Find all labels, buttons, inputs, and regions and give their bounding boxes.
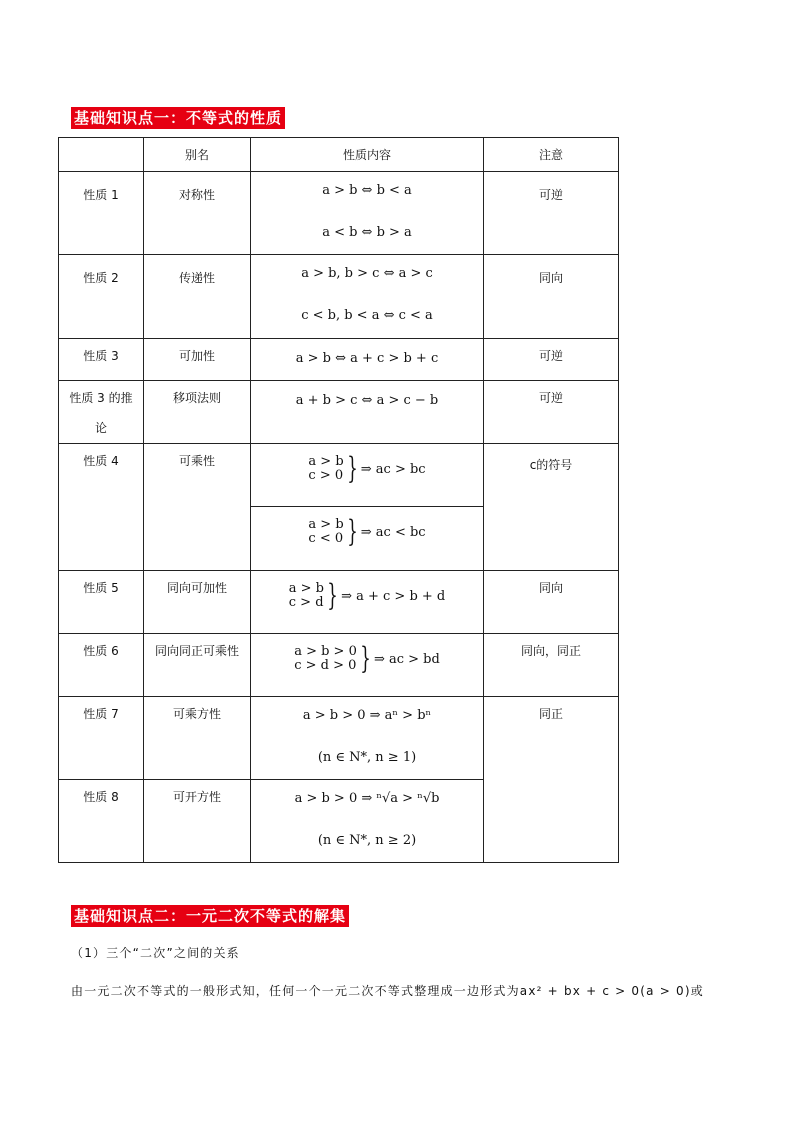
property-formula: a > b, b > c ⇔ a > c [301,266,433,281]
property-name: 性质 1 [83,188,119,202]
property-formula-system [294,634,440,676]
property-formula: (n ∈ N*, n ≥ 2) [317,833,417,848]
header-cell: 注意 [484,138,619,172]
property-formula-system [308,444,426,486]
property-note: 可逆 [538,188,563,202]
condition: c > d > 0 [294,658,357,673]
condition: a > b [308,517,344,532]
property-formula: a > b > 0 ⇒ ⁿ√a > ⁿ√b [294,791,440,806]
property-formula: a > b ⇔ b < a [322,183,412,198]
result: ⇒ ac > bc [360,461,426,477]
table-row [59,381,619,444]
right-brace: } [346,514,358,549]
property-formula: c < b, b < a ⇔ c < a [301,308,433,323]
property-note: 可逆 [538,391,563,405]
property-formula: (n ∈ N*, n ≥ 1) [317,750,417,765]
property-name: 性质 7 [83,707,119,721]
property-formula-system [288,571,446,613]
table-row [59,634,619,697]
property-alias: 同向可加性 [166,581,227,595]
property-alias: 传递性 [178,271,215,285]
property-note: 同正 [538,707,563,721]
property-formula-system [308,507,426,549]
property-formula: a > b > 0 ⇒ aⁿ > bⁿ [302,708,432,723]
property-formula: a < b ⇔ b > a [322,225,412,240]
condition: a > b [308,454,344,469]
table-row [59,697,619,780]
property-name: 性质 5 [83,581,119,595]
right-brace: } [346,451,358,486]
condition: a > b > 0 [294,644,357,659]
section1-title: 基础知识点一：不等式的性质 [71,107,285,129]
property-note: c的符号 [529,458,573,472]
property-name: 性质 6 [83,644,119,658]
property-formula: a + b > c ⇔ a > c − b [295,393,439,408]
table-row [59,339,619,381]
table-row [59,255,619,339]
property-name: 性质 2 [83,271,119,285]
property-name: 性质 8 [83,790,119,804]
property-name: 性质 3 [83,349,119,363]
property-note: 可逆 [538,349,563,363]
right-brace: } [360,641,371,676]
property-note: 同向 [538,271,563,285]
property-name: 性质 3 的推论 [69,391,133,435]
properties-table [58,137,619,863]
property-alias: 可乘方性 [172,707,221,721]
header-cell: 性质内容 [251,138,484,172]
header-cell [59,138,144,172]
section2-title: 基础知识点二：一元二次不等式的解集 [71,905,349,927]
property-alias: 可加性 [178,349,215,363]
subsection-heading: （1）三个“二次”之间的关系 [71,946,240,960]
result: ⇒ ac > bd [373,651,440,667]
property-alias: 移项法则 [172,391,221,405]
property-name: 性质 4 [83,454,119,468]
property-note: 同向 [538,581,563,595]
right-brace: } [327,578,338,613]
result: ⇒ a + c > b + d [341,588,446,604]
table-row [59,444,619,507]
condition: c > 0 [308,468,344,483]
table-row [59,571,619,634]
body-paragraph: 由一元二次不等式的一般形式知，任何一个一元二次不等式整理成一边形式为ax² + bx + c > 0(a > 0)或 [71,984,704,998]
property-alias: 可开方性 [172,790,221,804]
property-alias: 可乘性 [178,454,215,468]
property-alias: 同向同正可乘性 [154,644,239,658]
table-header-row [59,138,619,172]
condition: c > d [288,595,324,610]
header-cell: 别名 [144,138,251,172]
property-note: 同向，同正 [520,644,581,658]
property-alias: 对称性 [178,188,215,202]
condition: a > b [288,581,324,596]
property-formula: a > b ⇔ a + c > b + c [295,351,439,366]
result: ⇒ ac < bc [360,524,426,540]
table-row [59,172,619,255]
condition: c < 0 [308,531,344,546]
